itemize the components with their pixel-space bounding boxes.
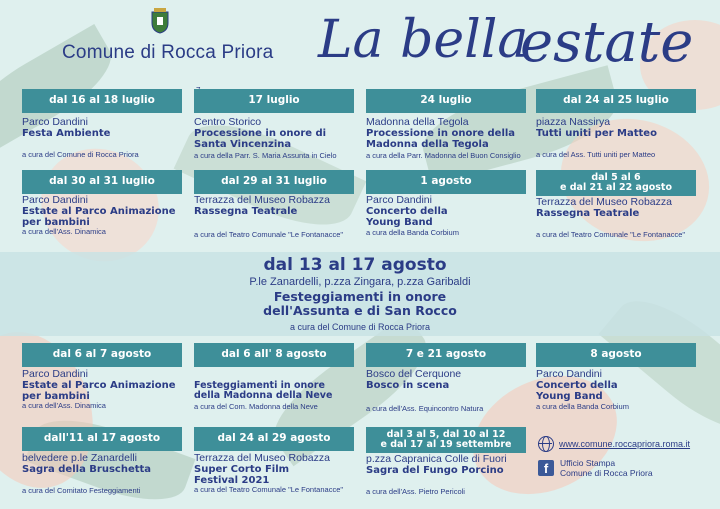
event-organizer: a cura del Teatro Comunale "Le Fontanacce" [194,230,344,240]
event-organizer: a cura dell'Ass. Pietro Pericoli [366,487,465,497]
event-place: Terrazza del Museo Robazza [194,452,330,464]
event-organizer: a cura dell'Ass. Equincontro Natura [366,404,484,414]
event-date: dal 24 al 25 luglio [536,89,696,113]
event-place: Parco Dandini [22,368,88,380]
event-date [366,427,526,453]
event-date-line1: dal 3 al 5, dal 10 al 12 [386,428,506,440]
event-title: Super Corto Film Festival 2021 [194,464,290,487]
event-date: dal 30 al 31 luglio [22,170,182,194]
event-title: Rassegna Teatrale [194,206,298,218]
event-card [22,427,182,495]
event-date [536,170,696,196]
event-organizer: a cura del Com. Madonna della Neve [194,401,318,411]
event-date: dal 6 all' 8 agosto [194,343,354,367]
event-title: Tutti uniti per Matteo [536,128,657,140]
featured-title-line2: dell'Assunta e di San Rocco [263,303,457,319]
title-estate: estate [520,10,694,75]
event-organizer: a cura della Parr. Madonna del Buon Consiglio [366,151,521,161]
event-place: Bosco del Cerquone [366,368,462,380]
event-date: dal 24 al 29 agosto [194,427,354,451]
press-office-row[interactable] [538,458,718,478]
event-title: Estate al Parco Animazione per bambini [22,380,176,403]
event-date: dal 29 al 31 luglio [194,170,354,194]
event-title: Festeggiamenti in onore della Madonna della Neve [194,380,333,402]
featured-place: P.le Zanardelli, p.zza Zingara, p.zza Garibaldi [249,276,471,288]
event-date: 7 e 21 agosto [366,343,526,367]
event-date-line2: e dal 21 al 22 agosto [559,182,672,193]
event-card [194,170,354,239]
website-link[interactable]: www.comune.roccapriora.roma.it [559,439,691,449]
event-organizer: a cura del Comune di Rocca Priora [22,150,139,160]
event-date: 17 luglio [194,89,354,113]
website-row[interactable] [538,436,718,452]
event-title: Sagra del Fungo Porcino [366,465,504,477]
event-date: 1 agosto [366,170,526,194]
featured-organizer: a cura del Comune di Rocca Priora [289,321,431,332]
event-title: Sagra della Bruschetta [22,464,152,476]
event-card [366,170,526,237]
event-title: Concerto della Young Band [536,380,618,403]
event-title: Processione in onore della Madonna della Tegola [366,128,516,151]
facebook-icon[interactable]: f [538,460,554,476]
event-organizer: a cura della Parr. S. Maria Assunta in Cielo [194,151,337,161]
contacts [538,436,718,478]
press-office [560,458,653,478]
event-date: 8 agosto [536,343,696,367]
event-place: Madonna della Tegola [366,116,469,128]
event-organizer: a cura dell'Ass. Dinamica [22,227,106,237]
event-organizer: a cura del Comitato Festeggiamenti [22,486,141,496]
event-place: Parco Dandini [22,116,88,128]
press-office-line2: Comune di Rocca Priora [560,468,653,479]
event-title: Estate al Parco Animazione per bambini [22,206,176,229]
event-organizer: a cura del Teatro Comunale "Le Fontanacce" [194,485,344,495]
featured-title-line1: Festeggiamenti in onore [273,289,447,304]
event-title: Concerto della Young Band [366,206,448,229]
event-place: Parco Dandini [22,194,88,206]
event-date: dal 6 al 7 agosto [22,343,182,367]
event-place: belvedere p.le Zanardelli [22,452,137,464]
event-card [194,427,354,494]
event-place: p.zza Capranica Colle di Fuori [366,453,507,465]
event-organizer: a cura dell'Ass. Dinamica [22,401,106,411]
event-card [536,170,696,239]
event-place: Terrazza del Museo Robazza [194,194,330,206]
event-organizer: a cura del Teatro Comunale "Le Fontanacce" [536,230,686,240]
event-place: piazza Nassirya [536,116,611,128]
event-card [194,89,354,160]
event-title: Processione in onore di Santa Vincenzina [194,128,327,151]
municipality-name: Comune di Rocca Priora [62,42,274,63]
event-card [22,343,182,410]
event-card [194,343,354,411]
event-place: Parco Dandini [366,194,432,206]
press-office-line1: Ufficio Stampa [560,458,616,468]
event-organizer: a cura della Banda Corbium [366,228,459,238]
event-date-line1: dal 5 al 6 [591,171,641,183]
title-la-bella: La bella [318,10,529,70]
event-organizer: a cura della Banda Corbium [536,402,629,412]
event-card [536,343,696,411]
event-place: Parco Dandini [536,368,602,380]
event-title: Festa Ambiente [22,128,111,140]
event-card [536,89,696,159]
event-card [366,89,526,160]
event-date-line2: e dal 17 al 19 settembre [380,439,512,450]
event-card [22,170,182,236]
event-organizer: a cura del Ass. Tutti uniti per Matteo [536,150,656,160]
event-date: 24 luglio [366,89,526,113]
event-place: Terrazza del Museo Robazza [536,196,672,208]
event-card [366,427,526,496]
event-card [22,89,182,159]
event-title: Bosco in scena [366,380,450,392]
globe-icon [538,436,554,452]
event-date: dal 16 al 18 luglio [22,89,182,113]
event-card [366,343,526,413]
event-date: dall'11 al 17 agosto [22,427,182,451]
event-title: Rassegna Teatrale [536,208,640,220]
event-place: Centro Storico [194,116,262,128]
featured-date: dal 13 al 17 agosto [263,255,447,275]
